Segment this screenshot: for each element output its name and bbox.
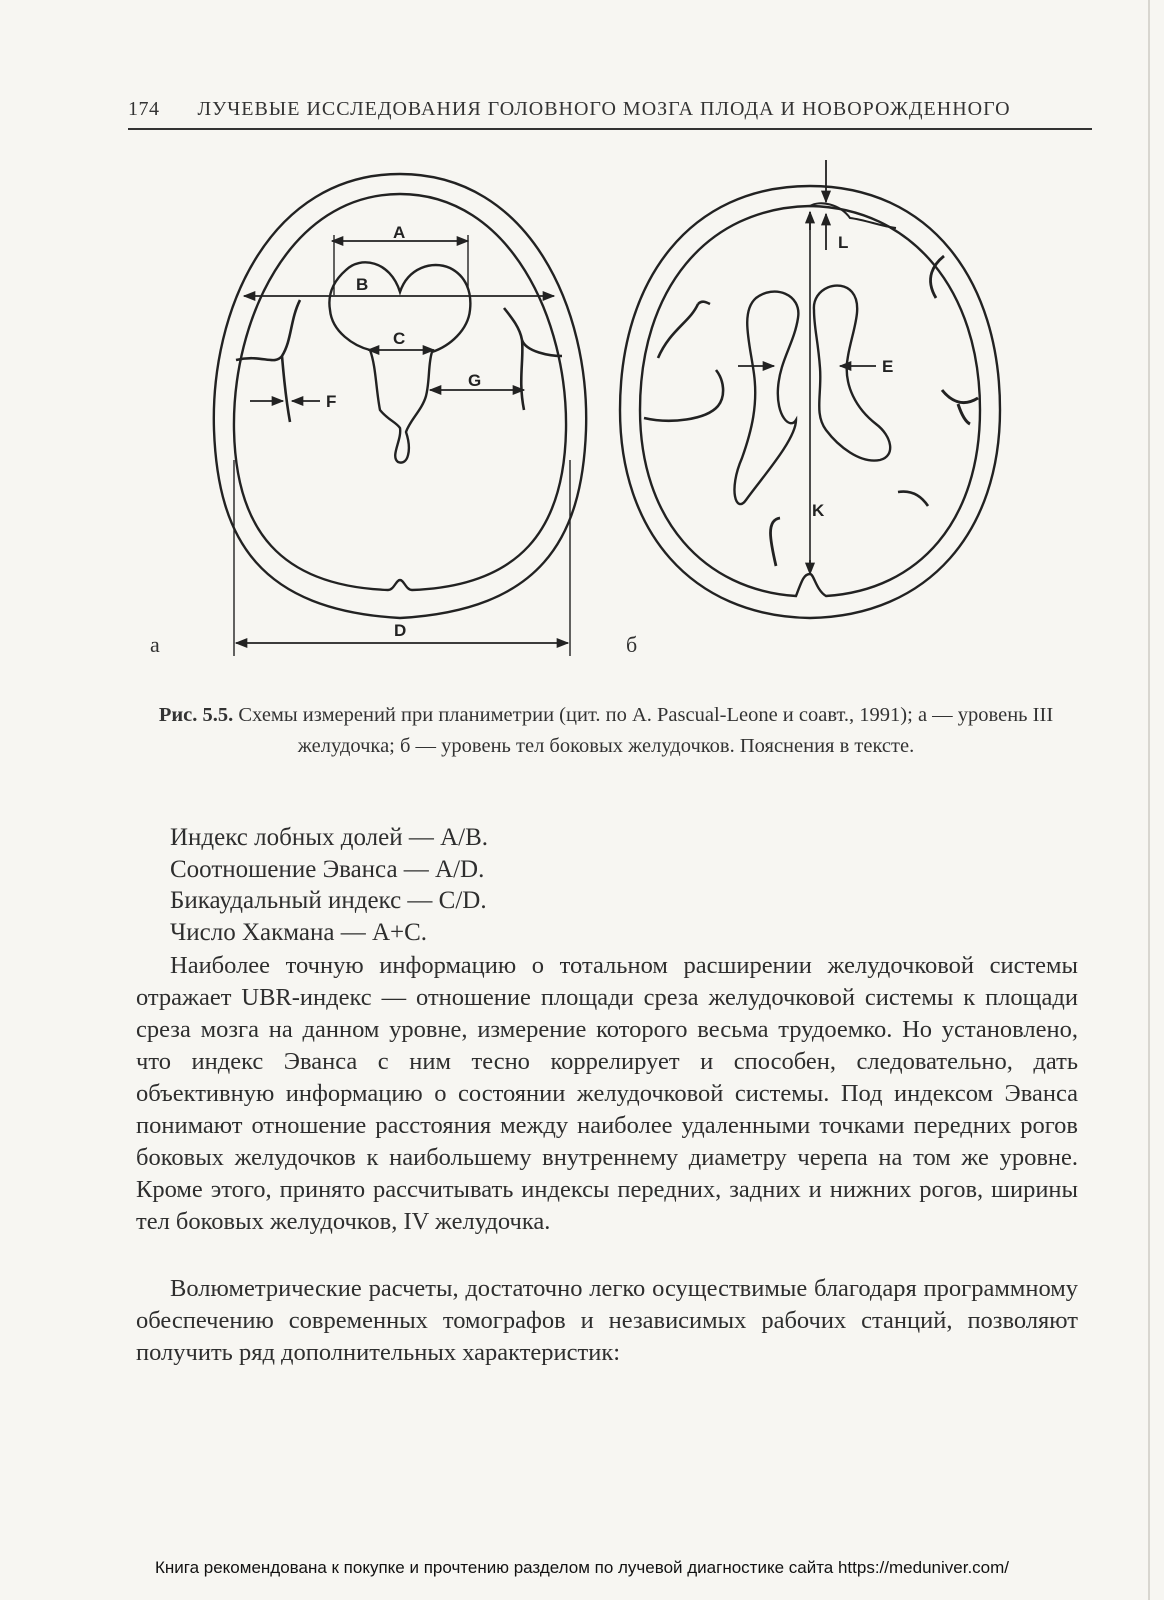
paragraph-volumetry: Волюметрические расчеты, достаточно легко осуществимые благодаря программному обеспечению современных томографов и независимых рабочих станций, позволяют получить ряд дополнительных характеристик: [136,1275,1078,1366]
label-D: D [394,621,407,640]
footer-recommendation: Книга рекомендована к покупке и прочтению разделом по лучевой диагностике сайта https://meduniver.com/ [154,1558,1010,1577]
running-title: ЛУЧЕВЫЕ ИССЛЕДОВАНИЯ ГОЛОВНОГО МОЗГА ПЛОДА И НОВОРОЖДЕННОГО [197,98,1011,120]
planimetry-figure [150,160,1030,670]
ventricle-outline-a [329,262,470,462]
ventricle-right-b [814,286,890,461]
label-B: B [356,275,369,294]
formula-list [170,822,488,948]
sulcus-6 [771,518,781,566]
label-E: E [882,357,894,376]
label-F: F [326,392,337,411]
label-C: C [393,329,406,348]
label-G: G [468,371,482,390]
ventricle-left-b [734,292,798,504]
panel-b-label: б [626,632,638,657]
sulcus-4 [942,390,978,424]
sulcus-1 [658,302,710,358]
page-edge [1148,0,1150,1600]
label-A: A [393,223,406,242]
paragraph-ubr-index: Наиболее точную информацию о тотальном расширении желудочковой системы отражает UBR-индекс — отношение площади среза желудочковой системы к площади среза мозга на данном уровне, измерение которого весьма трудоемко. Но установлено, что индекс Эванса с ним тесно коррелирует и способен, следовательно, дать объективную информацию о состоянии желудочковой системы. Под индексом Эванса понимают отношение расстояния между наиболее удаленными точками передних рогов боковых желудочков к наибольшему внутреннему диаметру черепа на том же уровне. Кроме этого, принято рассчитывать индексы передних, задних и нижних рогов, ширины тел боковых желудочков, IV желудочка. [136,952,1078,1235]
formula-frontal-index: Индекс лобных долей — A/B. [170,824,489,851]
sulcus-2 [644,370,723,421]
formula-evans-ratio: Соотношение Эванса — A/D. [170,855,485,883]
panel-a-diagram [214,174,586,656]
figure-caption [120,700,1092,762]
header-rule [128,128,1092,130]
page-number: 174 [128,98,160,120]
label-K: K [812,501,825,520]
caption-number: Рис. 5.5. [158,704,234,726]
panel-b-diagram [620,160,1000,618]
skull-inner-a [234,194,566,590]
formula-huckman-number: Число Хакмана — A+C. [170,918,428,946]
running-header [128,98,1092,121]
label-L: L [838,233,849,252]
sulcus-5 [898,492,928,506]
fissure-right-a [504,308,562,410]
fissure-left-a [236,300,300,422]
caption-text: Схемы измерений при планиметрии (цит. по A. Pascual-Leone и соавт., 1991); а — уровень III желудочка; б — уровень тел боковых желудочков. Пояснения в тексте. [238,704,1054,757]
formula-bicaudate-index: Бикаудальный индекс — C/D. [170,887,487,914]
panel-a-label: а [150,632,160,657]
